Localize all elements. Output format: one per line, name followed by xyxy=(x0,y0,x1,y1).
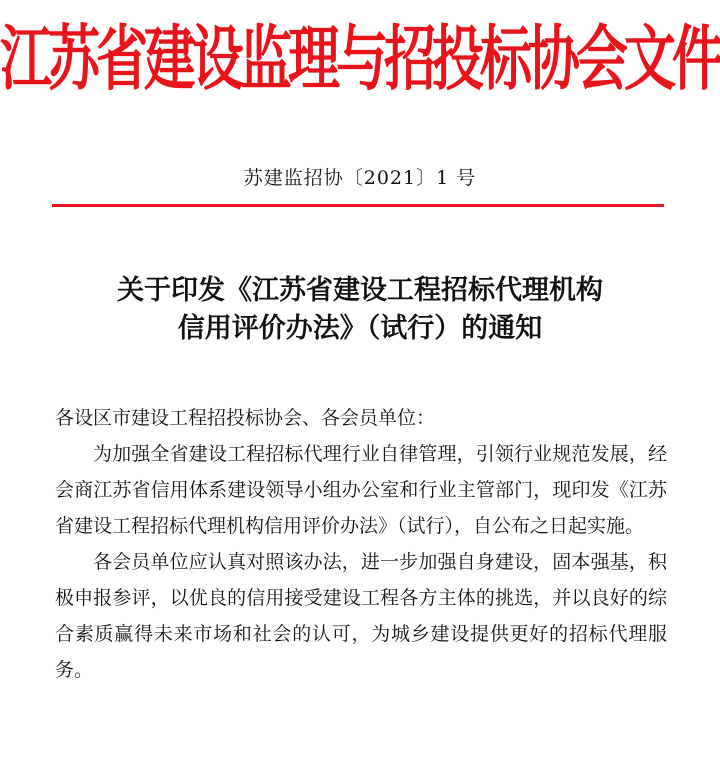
document-body xyxy=(55,400,667,688)
notice-title xyxy=(40,272,680,348)
salutation: 各设区市建设工程招投标协会、各会员单位： xyxy=(55,407,436,429)
document-number: 苏建监招协〔2021〕1 号 xyxy=(243,167,477,189)
body-paragraph-1: 为加强全省建设工程招标代理行业自律管理，引领行业规范发展，经会商江苏省信用体系建设领导小组办公室和行业主管部门，现印发《江苏省建设工程招标代理机构信用评价办法》（试行），自公布之日起实施。 xyxy=(55,443,667,537)
body-paragraph-2: 各会员单位应认真对照该办法，进一步加强自身建设，固本强基，积极申报参评，以优良的信用接受建设工程各方主体的挑选，并以良好的综合素质赢得未来市场和社会的认可，为城乡建设提供更好的招标代理服务。 xyxy=(55,551,667,681)
document-header-title: 江苏省建设监理与招投标协会文件 xyxy=(0,19,720,101)
notice-title-line-2: 信用评价办法》（试行）的通知 xyxy=(177,313,543,344)
notice-title-line-1: 关于印发《江苏省建设工程招标代理机构 xyxy=(117,275,603,306)
red-divider-line xyxy=(52,204,664,207)
